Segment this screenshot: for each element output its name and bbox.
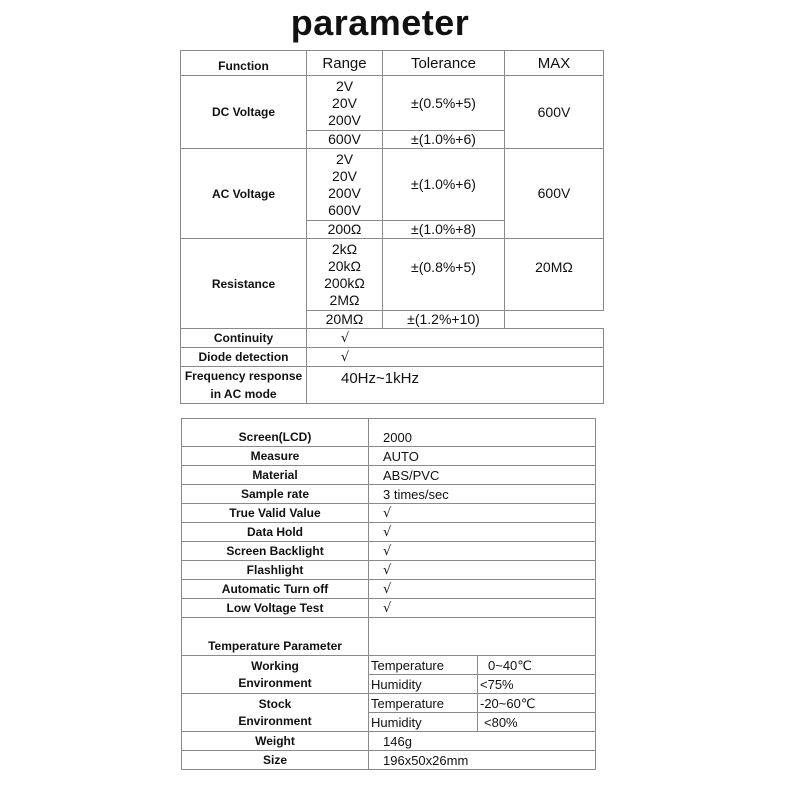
table-row	[182, 618, 596, 656]
range-value: 200V	[328, 111, 361, 128]
diode-check	[307, 348, 604, 367]
env-name: Temperature	[369, 656, 478, 675]
row-label: Flashlight	[182, 561, 369, 580]
env-name: Humidity	[369, 713, 478, 732]
range-value: 2V	[335, 77, 354, 94]
range-value: 600V	[307, 131, 383, 149]
env-name: Humidity	[369, 675, 478, 694]
tolerance-value: ±(1.0%+8)	[383, 221, 505, 239]
range-value: 600V	[328, 201, 361, 218]
working-environment-label	[182, 656, 369, 694]
ac-voltage-label: AC Voltage	[181, 149, 307, 239]
feature-table	[181, 418, 596, 770]
range-value: 200V	[328, 184, 361, 201]
dc-voltage-label: DC Voltage	[181, 76, 307, 149]
table-row	[181, 348, 604, 367]
tolerance-value: ±(1.0%+6)	[383, 149, 505, 221]
row-value: ABS/PVC	[369, 466, 596, 485]
dc-voltage-ranges	[307, 76, 383, 131]
header-function: Function	[181, 51, 307, 76]
working-label-line1: Working	[251, 658, 299, 673]
row-label: Screen(LCD)	[182, 419, 369, 447]
row-value: 3 times/sec	[369, 485, 596, 504]
table-row	[181, 149, 604, 221]
header-tolerance: Tolerance	[383, 51, 505, 76]
weight-value: 146g	[369, 732, 596, 751]
row-value: √	[369, 504, 596, 523]
continuity-label: Continuity	[181, 329, 307, 348]
frequency-value: 40Hz~1kHz	[307, 367, 604, 404]
row-value: √	[369, 561, 596, 580]
empty-cell	[369, 618, 596, 656]
row-value: √	[369, 599, 596, 618]
env-value: <75%	[478, 675, 596, 694]
frequency-label	[181, 367, 307, 404]
stock-label-line1: Stock	[258, 696, 292, 711]
max-value: 600V	[505, 76, 604, 149]
table-row	[182, 599, 596, 618]
row-label: True Valid Value	[182, 504, 369, 523]
range-value: 2kΩ	[331, 240, 358, 257]
table-row	[182, 580, 596, 599]
table-row	[182, 447, 596, 466]
tolerance-value: ±(0.8%+5)	[383, 239, 505, 311]
row-label: Data Hold	[182, 523, 369, 542]
check-mark: √	[340, 349, 350, 365]
table-header-row	[181, 51, 604, 76]
env-name: Temperature	[369, 694, 478, 713]
max-value: 600V	[505, 149, 604, 239]
stock-environment-label	[182, 694, 369, 732]
row-value: 2000	[369, 419, 596, 447]
table-row	[181, 367, 604, 404]
size-value: 196x50x26mm	[369, 751, 596, 770]
table-row	[182, 694, 596, 713]
env-value: <80%	[478, 713, 596, 732]
spec-table	[180, 50, 604, 404]
header-range: Range	[307, 51, 383, 76]
row-label: Sample rate	[182, 485, 369, 504]
table-row	[181, 329, 604, 348]
ac-voltage-ranges	[307, 149, 383, 221]
table-row	[182, 732, 596, 751]
temperature-parameter-label: Temperature Parameter	[182, 618, 369, 656]
empty-cell	[505, 311, 604, 329]
frequency-label-line2: in AC mode	[210, 387, 277, 401]
diode-label: Diode detection	[181, 348, 307, 367]
range-value: 20MΩ	[307, 311, 383, 329]
table-row	[182, 419, 596, 447]
table-row	[182, 542, 596, 561]
max-value: 20MΩ	[505, 239, 604, 311]
page-title: parameter	[290, 2, 470, 43]
stock-label-line2: Environment	[238, 713, 312, 728]
range-value: 2MΩ	[329, 291, 360, 308]
table-row	[182, 485, 596, 504]
resistance-ranges	[307, 239, 383, 311]
resistance-label: Resistance	[181, 239, 307, 329]
env-value: 0~40℃	[478, 656, 596, 675]
range-value: 20V	[332, 167, 357, 184]
row-label: Automatic Turn off	[182, 580, 369, 599]
row-value: AUTO	[369, 447, 596, 466]
range-value: 200kΩ	[324, 274, 365, 291]
range-value: 20kΩ	[327, 257, 362, 274]
continuity-check	[307, 329, 604, 348]
size-label: Size	[182, 751, 369, 770]
table-row	[181, 76, 604, 131]
row-label: Measure	[182, 447, 369, 466]
working-label-line2: Environment	[238, 675, 312, 690]
table-row	[182, 523, 596, 542]
row-value: √	[369, 523, 596, 542]
range-value: 20V	[332, 94, 357, 111]
range-value: 2V	[335, 150, 354, 167]
table-row	[182, 561, 596, 580]
table-row	[182, 656, 596, 675]
row-label: Screen Backlight	[182, 542, 369, 561]
row-label: Material	[182, 466, 369, 485]
check-mark: √	[340, 330, 350, 346]
table-row	[182, 504, 596, 523]
frequency-label-line1: Frequency response	[184, 369, 303, 383]
tolerance-value: ±(1.0%+6)	[383, 131, 505, 149]
row-value: √	[369, 542, 596, 561]
env-value: -20~60℃	[478, 694, 596, 713]
tolerance-value: ±(1.2%+10)	[383, 311, 505, 329]
table-row	[181, 239, 604, 311]
row-value: √	[369, 580, 596, 599]
weight-label: Weight	[182, 732, 369, 751]
range-value: 200Ω	[307, 221, 383, 239]
table-row	[182, 751, 596, 770]
row-label: Low Voltage Test	[182, 599, 369, 618]
tolerance-value: ±(0.5%+5)	[383, 76, 505, 131]
table-row	[182, 466, 596, 485]
header-max: MAX	[505, 51, 604, 76]
